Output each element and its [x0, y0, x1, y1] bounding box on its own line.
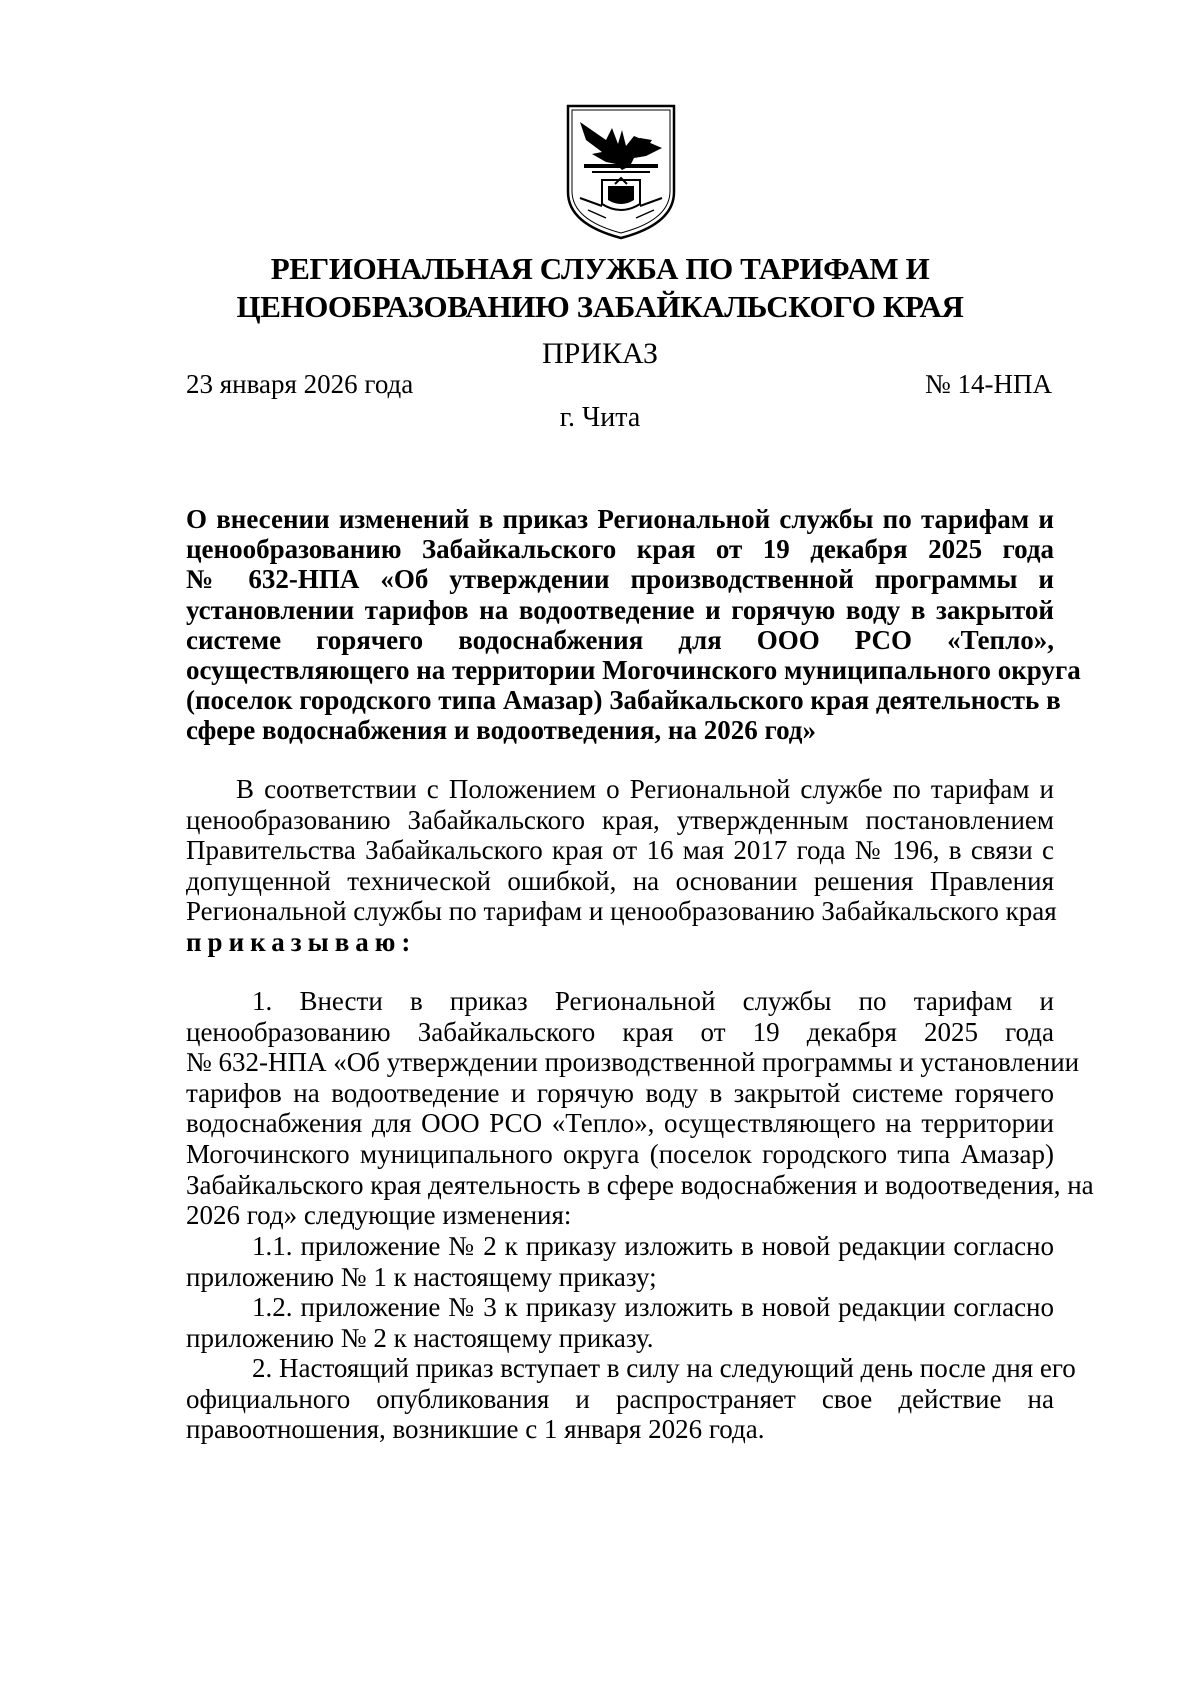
- item-1-line: тарифов на водоотведение и горячую воду в закрытой системе горячего: [186, 1077, 1054, 1108]
- item-1-1-line: 1.1. приложение № 2 к приказу изложить в новой редакции согласно: [252, 1231, 1054, 1261]
- document-city: г. Чита: [559, 402, 641, 433]
- item-1-line: Могочинского муниципального округа (поселок городского типа Амазар): [186, 1138, 1054, 1169]
- subject-line: № 632-НПА «Об утверждении производственной программы и: [186, 564, 1054, 595]
- subject-line: осуществляющего на территории Могочинского муниципального округа: [186, 654, 1081, 685]
- item-1-1: [186, 1231, 1054, 1292]
- subject-line: установлении тарифов на водоотведение и горячую воду в закрытой: [186, 594, 1054, 625]
- preamble-paragraph: [186, 774, 1057, 958]
- org-title-line-1: РЕГИОНАЛЬНАЯ СЛУЖБА ПО ТАРИФАМ И: [270, 251, 930, 286]
- document-number: № 14-НПА: [925, 369, 1052, 399]
- org-title-line-2: ЦЕНООБРАЗОВАНИЮ ЗАБАЙКАЛЬСКОГО КРАЯ: [236, 289, 964, 324]
- preamble-line: ценообразованию Забайкальского края, утвержденным постановлением: [186, 804, 1054, 835]
- item-2-line: официального опубликования и распространяет свое действие на: [186, 1383, 1054, 1414]
- preamble-line: В соответствии с Положением о Региональной службе по тарифам и: [236, 774, 1054, 804]
- document-subject: [186, 504, 1081, 746]
- item-1: [186, 986, 1094, 1231]
- preamble-line: Региональной службы по тарифам и ценообразованию Забайкальского края: [186, 896, 1057, 927]
- item-1-2-line: 1.2. приложение № 3 к приказу изложить в новой редакции согласно: [252, 1292, 1054, 1322]
- item-1-2: [186, 1292, 1054, 1353]
- document-date: 23 января 2026 года: [186, 369, 414, 399]
- item-1-1-line: приложению № 1 к настоящему приказу;: [186, 1261, 657, 1292]
- item-2-line: 2. Настоящий приказ вступает в силу на следующий день после дня его: [252, 1353, 1076, 1383]
- order-word: приказываю:: [186, 926, 417, 957]
- coat-of-arms-icon: [562, 100, 680, 240]
- item-2: [186, 1353, 1076, 1445]
- item-1-line: водоснабжения для ООО РСО «Тепло», осуществляющего на территории: [186, 1108, 1054, 1139]
- subject-line: системе горячего водоснабжения для ООО РСО «Тепло»,: [186, 624, 1054, 655]
- item-1-line: 1. Внести в приказ Региональной службы по тарифам и: [252, 986, 1054, 1016]
- subject-line: (поселок городского типа Амазар) Забайкальского края деятельность в: [186, 685, 1061, 716]
- item-2-line: правоотношения, возникшие с 1 января 2026 года.: [186, 1414, 765, 1445]
- item-1-2-line: приложению № 2 к настоящему приказу.: [186, 1322, 654, 1353]
- organization-title: [150, 250, 1050, 326]
- preamble-line: Правительства Забайкальского края от 16 мая 2017 года № 196, в связи с: [186, 835, 1054, 866]
- order-word-line: [186, 927, 1054, 958]
- subject-line: сфере водоснабжения и водоотведения, на 2026 год»: [186, 715, 816, 746]
- subject-line: ценообразованию Забайкальского края от 19 декабря 2025 года: [186, 534, 1054, 565]
- item-1-line: Забайкальского края деятельность в сфере водоснабжения и водоотведения, на: [186, 1169, 1094, 1200]
- preamble-line: допущенной технической ошибкой, на основании решения Правления: [186, 865, 1054, 896]
- item-1-line: ценообразованию Забайкальского края от 19 декабря 2025 года: [186, 1016, 1054, 1047]
- item-1-line: 2026 год» следующие изменения:: [186, 1200, 572, 1231]
- item-1-line: № 632-НПА «Об утверждении производственной программы и установлении: [186, 1047, 1080, 1078]
- document-type: ПРИКАЗ: [542, 337, 658, 370]
- subject-line: О внесении изменений в приказ Региональной службы по тарифам и: [186, 504, 1054, 534]
